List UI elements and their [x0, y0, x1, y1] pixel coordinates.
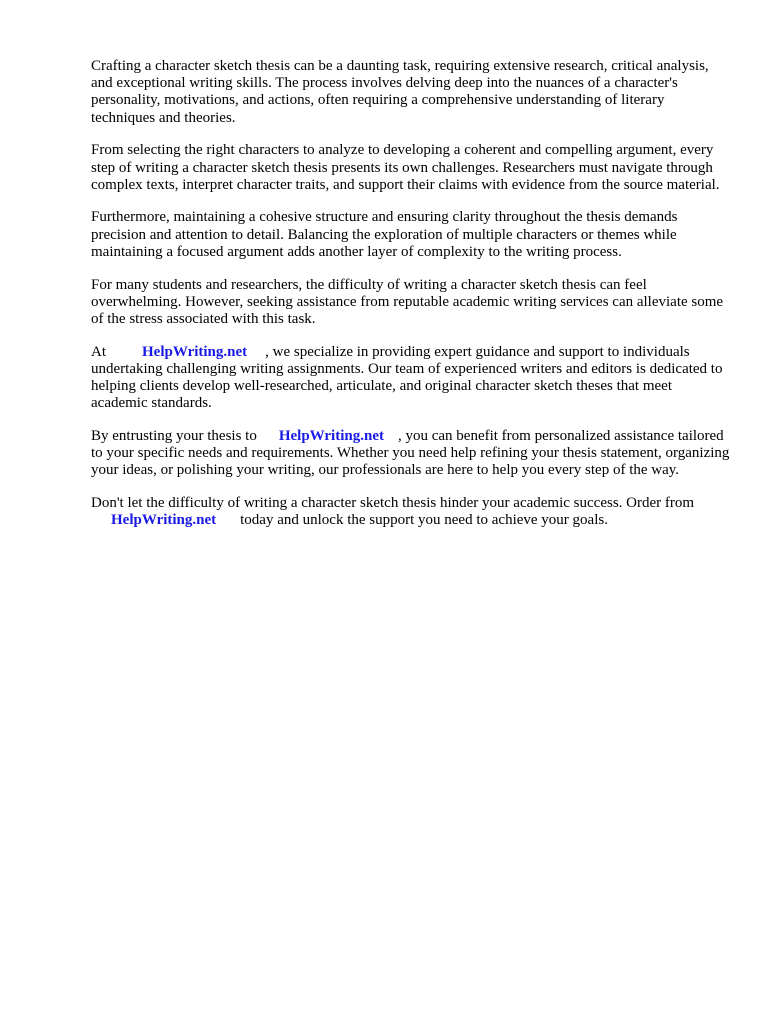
paragraph-text-before-link: By entrusting your thesis to: [91, 427, 257, 444]
paragraph-text-after-link: today and unlock the support you need to achieve your goals.: [240, 512, 608, 529]
helpwriting-link[interactable]: HelpWriting.net: [142, 343, 248, 360]
paragraph-call-to-action: [91, 495, 731, 529]
paragraph-challenges: From selecting the right characters to analyze to developing a coherent and compelling argument, every step of writing a character sketch thesis presents its own challenges. Researchers must navigate through complex texts, interpret character traits, and support their claims with evidence from the source material.: [91, 142, 720, 193]
paragraph-service-intro: [91, 344, 731, 413]
paragraph-overwhelming: For many students and researchers, the difficulty of writing a character sketch thesis can feel overwhelming. However, seeking assistance from reputable academic writing services can alleviate some of the stress associated with this task.: [91, 276, 724, 327]
paragraph-text-before-link: Don't let the difficulty of writing a character sketch thesis hinder your academic success. Order from: [91, 495, 695, 512]
paragraph-text-after-link: , you can benefit from personalized assistance tailored to your specific needs and requirements. Whether you need help refining your thesis statement, organizing your ideas, or polishing your writing, our professionals are here to help you every step of the way.: [91, 427, 730, 479]
paragraph-structure: Furthermore, maintaining a cohesive structure and ensuring clarity throughout the thesis demands precision and attention to detail. Balancing the exploration of multiple characters or themes while maintaining a focused argument adds another layer of complexity to the writing process.: [91, 209, 678, 260]
paragraph-benefits: [91, 428, 731, 480]
helpwriting-link[interactable]: HelpWriting.net: [278, 427, 384, 444]
paragraph-text-after-link: , we specialize in providing expert guidance and support to individuals undertaking challenging writing assignments. Our team of experienced writers and editors is dedicated to helping clients develop well-researched, articulate, and original character sketch theses that meet academic standards.: [91, 343, 723, 412]
paragraph-intro: Crafting a character sketch thesis can be a daunting task, requiring extensive research, critical analysis, and exceptional writing skills. The process involves delving deep into the nuances of a character's personality, motivations, and actions, often requiring a comprehensive understanding of literary techniques and theories.: [91, 58, 709, 126]
paragraph-text-before-link: At: [91, 343, 106, 360]
helpwriting-link[interactable]: HelpWriting.net: [111, 512, 217, 529]
document-body: [91, 58, 731, 545]
